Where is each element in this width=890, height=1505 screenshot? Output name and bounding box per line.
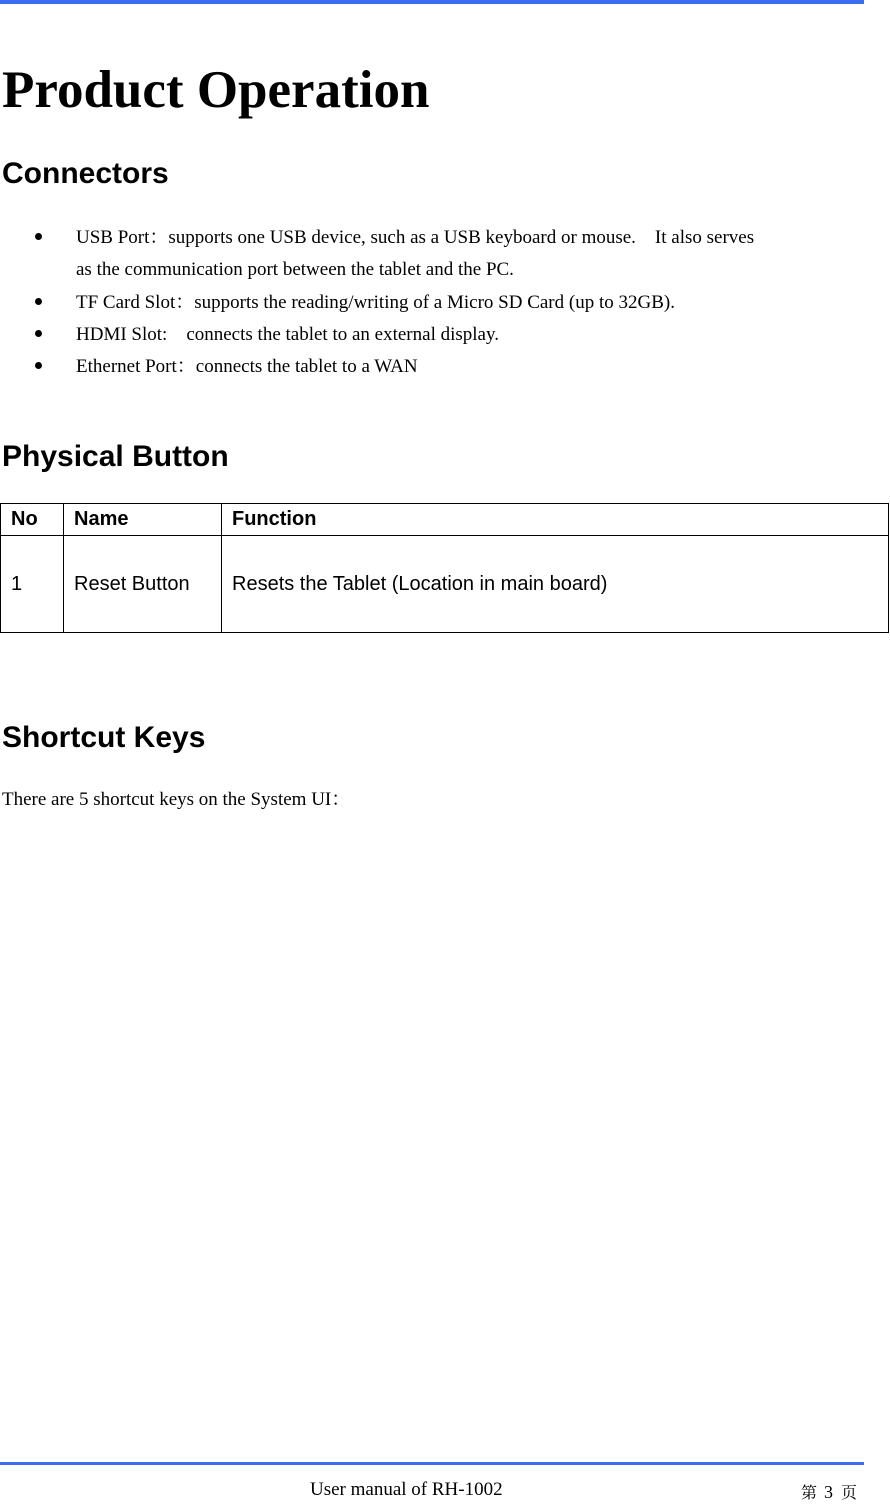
table-header-row	[1, 504, 889, 536]
list-item	[0, 222, 890, 287]
list-item	[0, 351, 890, 383]
top-divider	[0, 0, 864, 4]
page-title: Product Operation	[2, 61, 430, 119]
list-item-text: HDMI Slot: connects the tablet to an external display.	[76, 324, 500, 345]
cell-no: 1	[1, 536, 64, 633]
column-header-no: No	[1, 504, 64, 536]
cell-name: Reset Button	[64, 536, 222, 633]
shortcut-keys-heading: Shortcut Keys	[2, 721, 206, 754]
page-number-value: 3	[824, 1482, 834, 1502]
page-number	[801, 1480, 857, 1505]
cell-function: Resets the Tablet (Location in main board)	[222, 536, 889, 633]
list-item-text: Ethernet Port：connects the tablet to a WAN	[76, 356, 418, 377]
bullet-icon	[35, 362, 42, 369]
connectors-heading: Connectors	[2, 157, 169, 190]
list-item	[0, 287, 890, 319]
footer-divider	[0, 1462, 864, 1465]
page-number-suffix: 页	[841, 1483, 858, 1502]
column-header-name: Name	[64, 504, 222, 536]
table-row	[1, 536, 889, 633]
bullet-icon	[35, 298, 42, 305]
physical-button-table	[0, 503, 889, 633]
list-item-text-continued: as the communication port between the tablet and the PC.	[76, 259, 514, 280]
physical-button-heading: Physical Button	[2, 440, 229, 473]
page-number-prefix: 第	[801, 1483, 818, 1502]
list-item	[0, 319, 890, 351]
shortcut-keys-intro: There are 5 shortcut keys on the System UI：	[2, 789, 351, 810]
footer-manual-title: User manual of RH-1002	[310, 1479, 503, 1500]
bullet-icon	[35, 233, 42, 240]
bullet-icon	[35, 330, 42, 337]
list-item-text: USB Port：supports one USB device, such as a USB keyboard or mouse. It also serves	[76, 227, 755, 248]
connectors-list	[0, 222, 890, 383]
column-header-function: Function	[222, 504, 889, 536]
list-item-text: TF Card Slot：supports the reading/writing of a Micro SD Card (up to 32GB).	[76, 292, 675, 313]
